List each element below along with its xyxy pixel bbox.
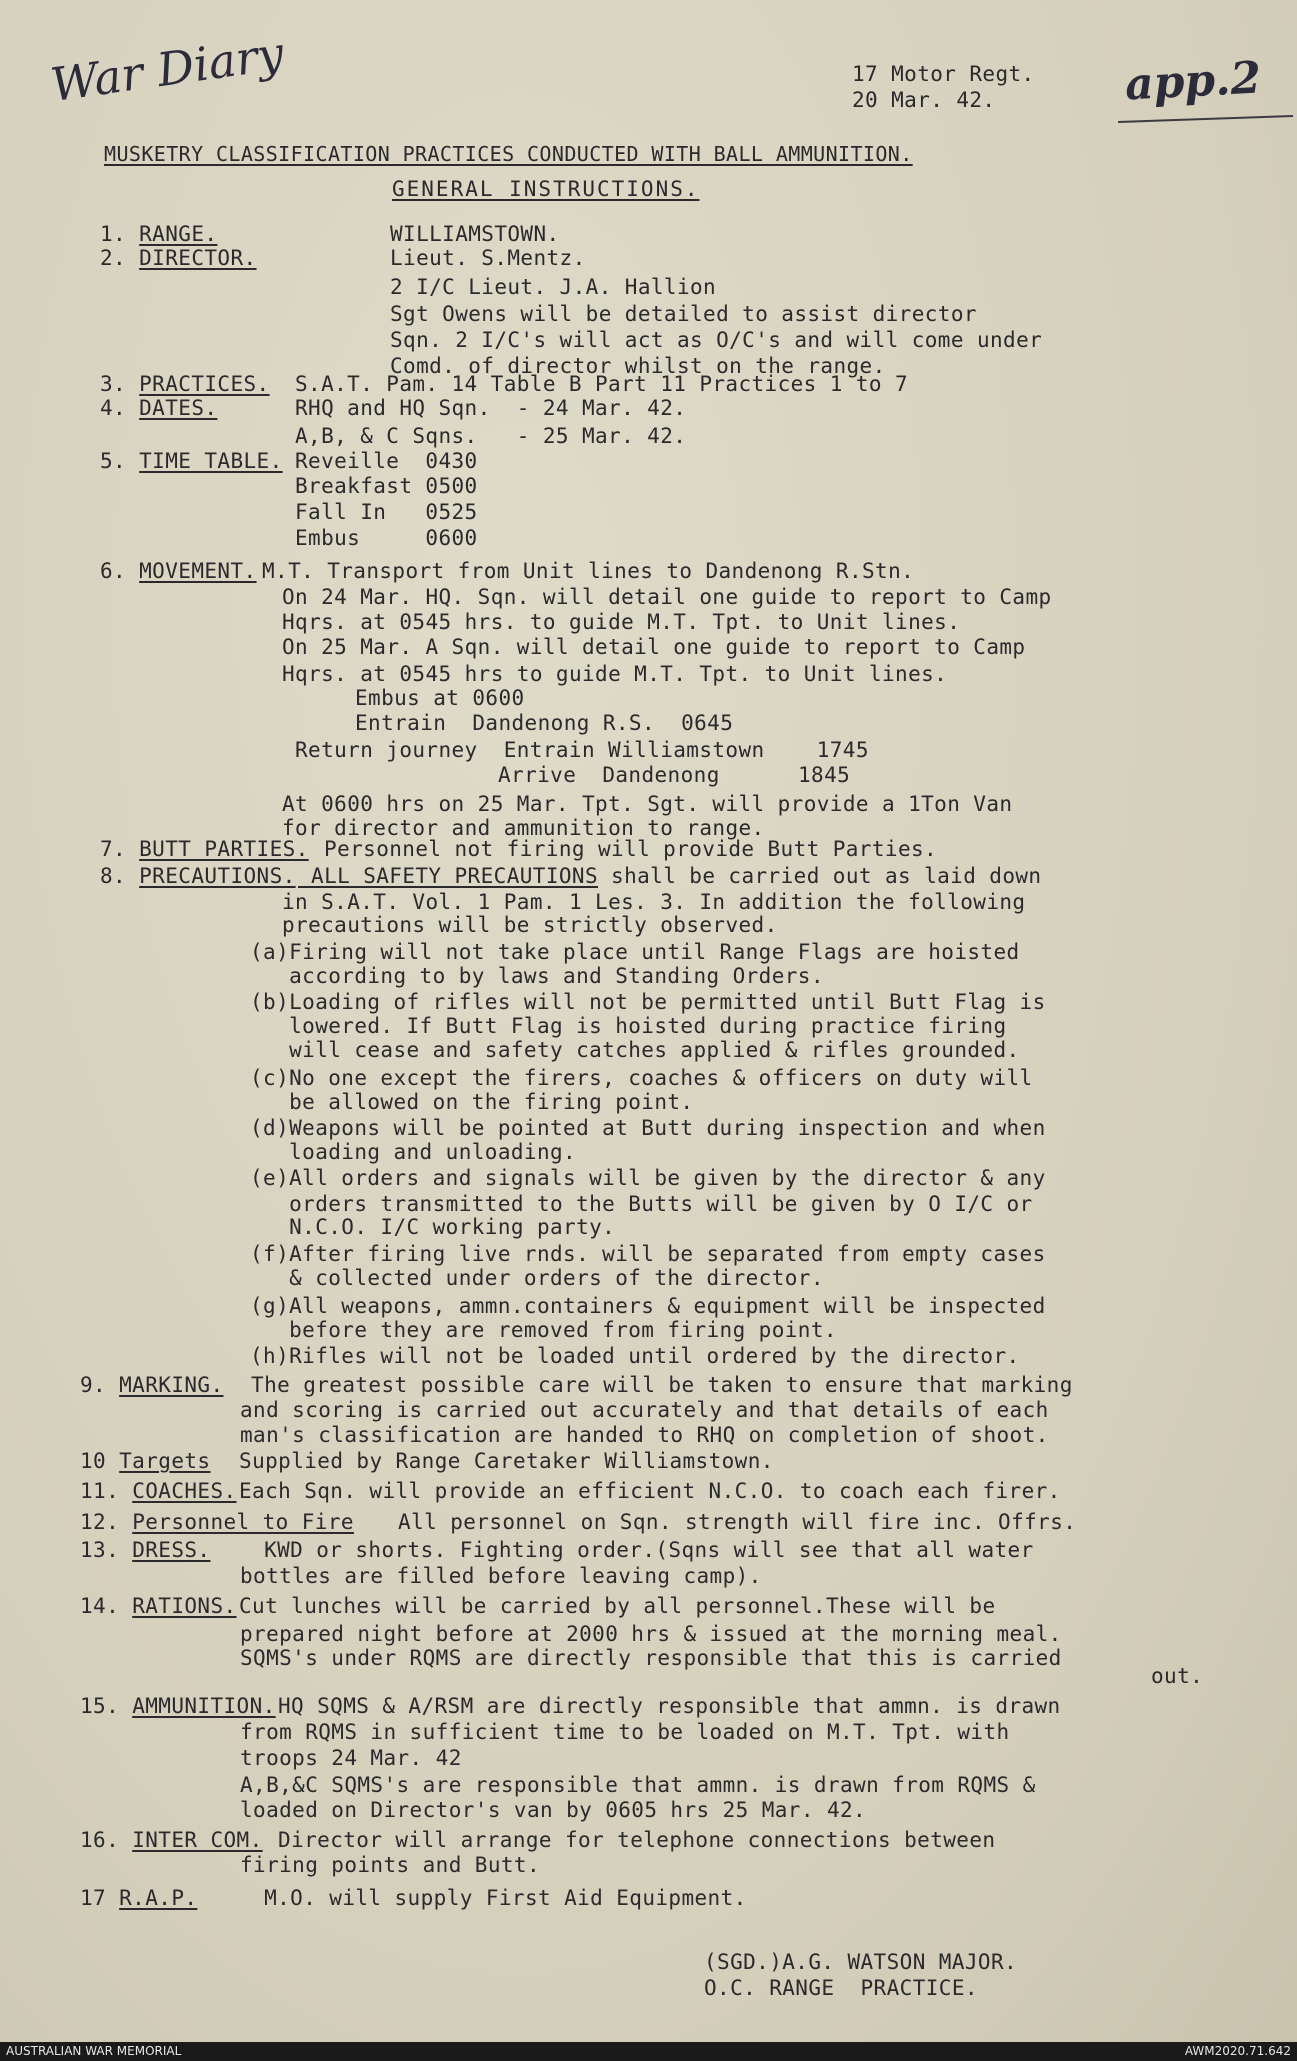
instruction-line: loaded on Director's van by 0605 hrs 25 Mar. 42. <box>240 1798 867 1822</box>
section-title: R.A.P. <box>119 1886 198 1910</box>
section-title: Targets <box>119 1449 211 1473</box>
section-title: MARKING. <box>119 1373 224 1397</box>
section-number: 2. <box>100 246 127 270</box>
section-number: 17 <box>80 1886 107 1910</box>
instruction-line: Sgt Owens will be detailed to assist director <box>390 302 977 326</box>
section-number: 5. <box>100 449 127 473</box>
instruction-line <box>295 372 908 396</box>
instruction-line: SQMS's under RQMS are directly responsible that this is carried <box>240 1646 1062 1670</box>
instruction-line: (c)No one except the firers, coaches & officers on duty will <box>250 1066 1033 1090</box>
instruction-line: in S.A.T. Vol. 1 Pam. 1 Les. 3. In addition the following <box>282 890 1026 914</box>
footer-source: AUSTRALIAN WAR MEMORIAL <box>6 2044 182 2058</box>
instruction-line: according to by laws and Standing Orders. <box>250 964 824 988</box>
section-title: COACHES. <box>132 1479 237 1503</box>
instruction-line: loading and unloading. <box>250 1140 577 1164</box>
section-heading <box>80 1538 210 1562</box>
instruction-line: Embus 0600 <box>295 526 478 550</box>
instruction-line: (f)After firing live rnds. will be separated from empty cases <box>250 1242 1046 1266</box>
instruction-line <box>390 246 586 270</box>
section-heading <box>80 1479 237 1503</box>
instruction-text: All personnel on Sqn. strength will fire inc. Offrs. <box>385 1510 1077 1534</box>
unit-name: 17 Motor Regt. <box>852 62 1035 86</box>
instruction-line: before they are removed from firing point. <box>250 1318 837 1342</box>
section-heading <box>80 1594 237 1618</box>
instruction-line: (a)Firing will not take place until Range Flags are hoisted <box>250 940 1020 964</box>
section-heading <box>100 372 270 396</box>
section-title: MOVEMENT. <box>139 559 257 583</box>
section-number: 1. <box>100 222 127 246</box>
instruction-line: Arrive Dandenong 1845 <box>498 763 851 787</box>
instruction-line <box>265 1828 995 1852</box>
instruction-line: prepared night before at 2000 hrs & issued at the morning meal. <box>240 1622 1062 1646</box>
instruction-line: A,B, & C Sqns. - 25 Mar. 42. <box>295 424 687 448</box>
document-date: 20 Mar. 42. <box>852 88 996 112</box>
instruction-line <box>238 1886 747 1910</box>
instruction-text: Reveille 0430 <box>295 449 478 473</box>
section-number: 12. <box>80 1510 120 1534</box>
instruction-line: On 24 Mar. HQ. Sqn. will detail one guide to report to Camp <box>282 585 1052 609</box>
instruction-text: shall be carried out as laid down <box>598 864 1042 888</box>
instruction-line: man's classification are handed to RHQ on completion of shoot. <box>240 1423 1049 1447</box>
instruction-line: troops 24 Mar. 42 <box>240 1746 462 1770</box>
section-heading <box>100 246 257 270</box>
instruction-line <box>238 1373 1073 1397</box>
handwritten-war-diary: War Diary <box>47 25 287 113</box>
instruction-line: be allowed on the firing point. <box>250 1090 694 1114</box>
instruction-text: Each Sqn. will provide an efficient N.C.O. to coach each firer. <box>239 1479 1061 1503</box>
instruction-line <box>295 449 478 473</box>
instruction-line: orders transmitted to the Butts will be given by O I/C or <box>250 1192 1033 1216</box>
instruction-text: Personnel not firing will provide Butt Parties. <box>311 837 938 861</box>
instruction-line: Return journey Entrain Williamstown 1745 <box>295 738 869 762</box>
instruction-text: Cut lunches will be carried by all personnel.These will be <box>239 1594 996 1618</box>
instruction-text: WILLIAMSTOWN. <box>390 222 560 246</box>
instruction-line <box>239 1594 996 1618</box>
section-heading <box>80 1694 276 1718</box>
section-number: 4. <box>100 396 127 420</box>
instruction-line <box>390 222 560 246</box>
instruction-line: will cease and safety catches applied & rifles grounded. <box>250 1038 1020 1062</box>
instruction-text: M.O. will supply First Aid Equipment. <box>238 1886 747 1910</box>
section-number: 7. <box>100 837 127 861</box>
section-number: 15. <box>80 1694 120 1718</box>
section-heading <box>80 1828 263 1852</box>
section-number: 13. <box>80 1538 120 1562</box>
footer-strip <box>0 2042 1297 2061</box>
instruction-line <box>311 837 937 861</box>
instruction-line: bottles are filled before leaving camp). <box>240 1564 762 1588</box>
instruction-line: (h)Rifles will not be loaded until ordered by the director. <box>250 1344 1020 1368</box>
handwritten-app-number: app.2 <box>1123 52 1263 111</box>
section-title: TIME TABLE. <box>139 449 283 473</box>
instruction-line: Hqrs. at 0545 hrs. to guide M.T. Tpt. to Unit lines. <box>282 610 961 634</box>
instruction-line: Sqn. 2 I/C's will act as O/C's and will come under <box>390 328 1043 352</box>
instruction-line: precautions will be strictly observed. <box>282 913 778 937</box>
instruction-line: Embus at 0600 <box>355 686 525 710</box>
signature-line-2: O.C. RANGE PRACTICE. <box>704 1976 978 2000</box>
section-title: PRECAUTIONS. <box>139 864 296 888</box>
instruction-text: The greatest possible care will be taken to ensure that marking <box>238 1373 1073 1397</box>
instruction-text: M.T. Transport from Unit lines to Dandenong R.Stn. <box>262 559 915 583</box>
section-heading <box>80 1449 210 1473</box>
signature-line-1: (SGD.)A.G. WATSON MAJOR. <box>704 1950 1018 1974</box>
document-title: MUSKETRY CLASSIFICATION PRACTICES CONDUCTED WITH BALL AMMUNITION. <box>104 142 913 166</box>
instruction-line: and scoring is carried out accurately and that details of each <box>240 1398 1049 1422</box>
instruction-line <box>385 1510 1076 1534</box>
section-number: 3. <box>100 372 127 396</box>
section-title: PRACTICES. <box>139 372 270 396</box>
section-heading <box>100 864 296 888</box>
instruction-line: (b)Loading of rifles will not be permitted until Butt Flag is <box>250 990 1046 1014</box>
instruction-line: At 0600 hrs on 25 Mar. Tpt. Sgt. will provide a 1Ton Van <box>282 792 1013 816</box>
instruction-line: A,B,&C SQMS's are responsible that ammn. is drawn from RQMS & <box>240 1773 1036 1797</box>
instruction-line: Hqrs. at 0545 hrs to guide M.T. Tpt. to Unit lines. <box>282 662 948 686</box>
instruction-line: Breakfast 0500 <box>295 474 478 498</box>
instruction-line: (d)Weapons will be pointed at Butt during inspection and when <box>250 1116 1046 1140</box>
section-title: RANGE. <box>139 222 218 246</box>
instruction-text: Director will arrange for telephone connections between <box>265 1828 996 1852</box>
instruction-text: RHQ and HQ Sqn. - 24 Mar. 42. <box>295 396 687 420</box>
section-heading <box>80 1886 197 1910</box>
instruction-line <box>295 396 686 420</box>
instruction-line <box>239 1479 1061 1503</box>
section-heading <box>100 396 217 420</box>
instruction-text: KWD or shorts. Fighting order.(Sqns will see that all water <box>238 1538 1034 1562</box>
instruction-line: 2 I/C Lieut. J.A. Hallion <box>390 275 717 299</box>
instruction-text: Lieut. S.Mentz. <box>390 246 586 270</box>
instruction-line: Fall In 0525 <box>295 500 478 524</box>
section-number: 16. <box>80 1828 120 1852</box>
instruction-line: from RQMS in sufficient time to be loaded on M.T. Tpt. with <box>240 1720 1010 1744</box>
section-title: BUTT PARTIES. <box>139 837 309 861</box>
instruction-line <box>278 1694 1061 1718</box>
instruction-text: HQ SQMS & A/RSM are directly responsible that ammn. is drawn <box>278 1694 1061 1718</box>
section-number: 6. <box>100 559 127 583</box>
instruction-line: out. <box>1151 1664 1204 1688</box>
section-heading <box>100 559 257 583</box>
handwritten-underline <box>1118 115 1293 123</box>
instruction-line <box>238 1538 1034 1562</box>
section-title: DIRECTOR. <box>139 246 257 270</box>
section-title: INTER COM. <box>132 1828 263 1852</box>
section-number: 14. <box>80 1594 120 1618</box>
section-title: AMMUNITION. <box>132 1694 276 1718</box>
instruction-line: N.C.O. I/C working party. <box>250 1215 616 1239</box>
instruction-line: Comd. of director whilst on the range. <box>390 354 886 378</box>
section-heading <box>100 449 283 473</box>
instruction-line <box>262 559 914 583</box>
section-number: 10 <box>80 1449 107 1473</box>
section-number: 8. <box>100 864 127 888</box>
instruction-line: Entrain Dandenong R.S. 0645 <box>355 711 734 735</box>
instruction-line: (e)All orders and signals will be given by the director & any <box>250 1166 1046 1190</box>
section-title: DRESS. <box>132 1538 211 1562</box>
section-title: DATES. <box>139 396 218 420</box>
instruction-line: for director and ammunition to range. <box>282 816 765 840</box>
section-heading <box>100 222 217 246</box>
instruction-text: S.A.T. Pam. 14 Table B Part 11 Practices 1 to 7 <box>295 372 909 396</box>
instruction-line <box>298 864 1041 888</box>
section-title: Personnel to Fire <box>132 1510 354 1534</box>
document-subtitle: GENERAL INSTRUCTIONS. <box>392 177 700 201</box>
section-heading <box>100 837 309 861</box>
section-heading <box>80 1510 354 1534</box>
footer-reference: AWM2020.71.642 <box>1184 2044 1291 2058</box>
emphasis-text: ALL SAFETY PRECAUTIONS <box>298 864 598 888</box>
section-number: 11. <box>80 1479 120 1503</box>
section-heading <box>80 1373 224 1397</box>
instruction-text: Supplied by Range Caretaker Williamstown. <box>226 1449 774 1473</box>
instruction-line: On 25 Mar. A Sqn. will detail one guide to report to Camp <box>282 635 1026 659</box>
instruction-line: (g)All weapons, ammn.containers & equipment will be inspected <box>250 1294 1046 1318</box>
instruction-line: & collected under orders of the director. <box>250 1266 824 1290</box>
section-title: RATIONS. <box>132 1594 237 1618</box>
instruction-line <box>226 1449 774 1473</box>
instruction-line: lowered. If Butt Flag is hoisted during practice firing <box>250 1014 1007 1038</box>
section-number: 9. <box>80 1373 107 1397</box>
instruction-line: firing points and Butt. <box>240 1853 540 1877</box>
